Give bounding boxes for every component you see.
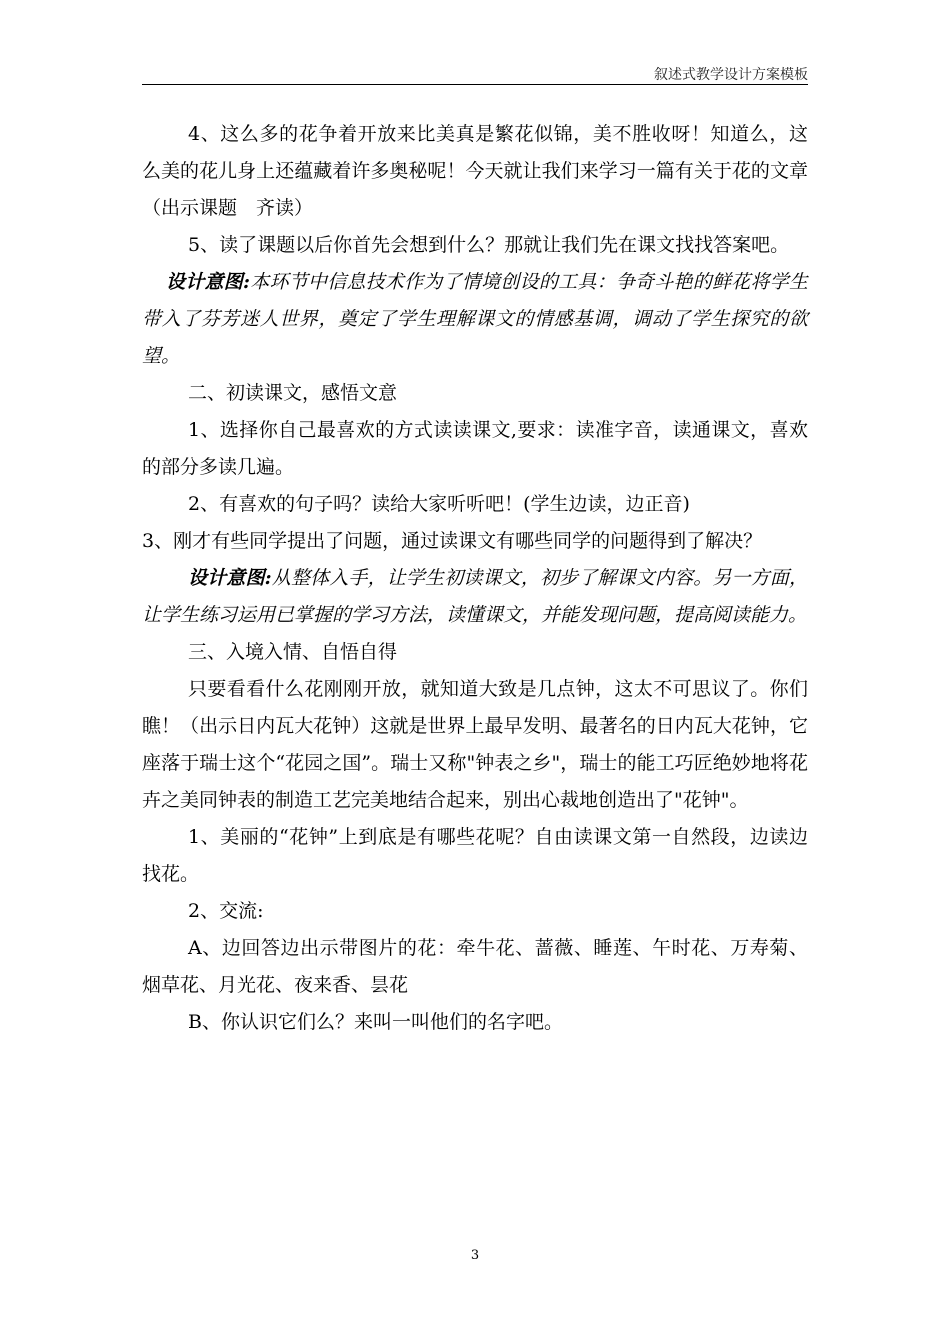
- paragraph-item-1b: 1、美丽的“花钟”上到底是有哪些花呢？自由读课文第一自然段，边读边找花。: [142, 826, 808, 885]
- design-intent-text: 从整体入手，让学生初读课文，初步了解课文内容。另一方面，让学生练习运用已掌握的学习方法，读懂课文，并能发现问题，提高阅读能力。: [142, 567, 808, 626]
- paragraph-item-2b: 2、交流:: [188, 900, 264, 922]
- design-intent-text: 本环节中信息技术作为了情境创设的工具：争奇斗艳的鲜花将学生带入了芬芳迷人世界，奠定了学生理解课文的情感基调，调动了学生探究的欲望。: [142, 271, 808, 367]
- design-intent-2: [142, 560, 808, 634]
- paragraph-item-1: 1、选择你自己最喜欢的方式读读课文,要求：读准字音，读通课文，喜欢的部分多读几遍。: [142, 419, 808, 478]
- paragraph-item-3: 3、刚才有些同学提出了问题，通过读课文有哪些同学的问题得到了解决？: [142, 530, 763, 552]
- header-title: 叙述式教学设计方案模板: [654, 67, 808, 83]
- header-rule: [142, 84, 808, 85]
- paragraph-item-2: 2、有喜欢的句子吗？读给大家听听吧！(学生边读，边正音): [188, 493, 690, 515]
- section-heading-2: 二、初读课文，感悟文意: [188, 382, 398, 404]
- design-intent-label: 设计意图:: [166, 271, 250, 293]
- paragraph-item-5: 5、读了课题以后你首先会想到什么？那就让我们先在课文找找答案吧。: [188, 234, 790, 256]
- section-heading-3: 三、入境入情、自悟自得: [188, 641, 398, 663]
- design-intent-1: [142, 264, 808, 375]
- paragraph-item-4: 4、这么多的花争着开放来比美真是繁花似锦，美不胜收呀！知道么，这么美的花儿身上还蕴藏着许多奥秘呢！今天就让我们来学习一篇有关于花的文章（出示课题 齐读）: [142, 123, 808, 219]
- document-body: [142, 116, 808, 1041]
- paragraph-flower-clock: 只要看看什么花刚刚开放，就知道大致是几点钟，这太不可思议了。你们瞧！（出示日内瓦大花钟）这就是世界上最早发明、最著名的日内瓦大花钟，它座落于瑞士这个“花园之国”。瑞士又称"钟表之乡"，瑞士的能工巧匠绝妙地将花卉之美同钟表的制造工艺完美地结合起来，别出心裁地创造出了"花钟"。: [142, 678, 808, 811]
- page-number: 3: [470, 1248, 480, 1263]
- paragraph-item-b: B、你认识它们么？来叫一叫他们的名字吧。: [188, 1011, 563, 1033]
- design-intent-label: 设计意图:: [188, 567, 272, 589]
- paragraph-item-a: A、边回答边出示带图片的花：牵牛花、蔷薇、睡莲、午时花、万寿菊、烟草花、月光花、夜来香、昙花: [142, 937, 808, 996]
